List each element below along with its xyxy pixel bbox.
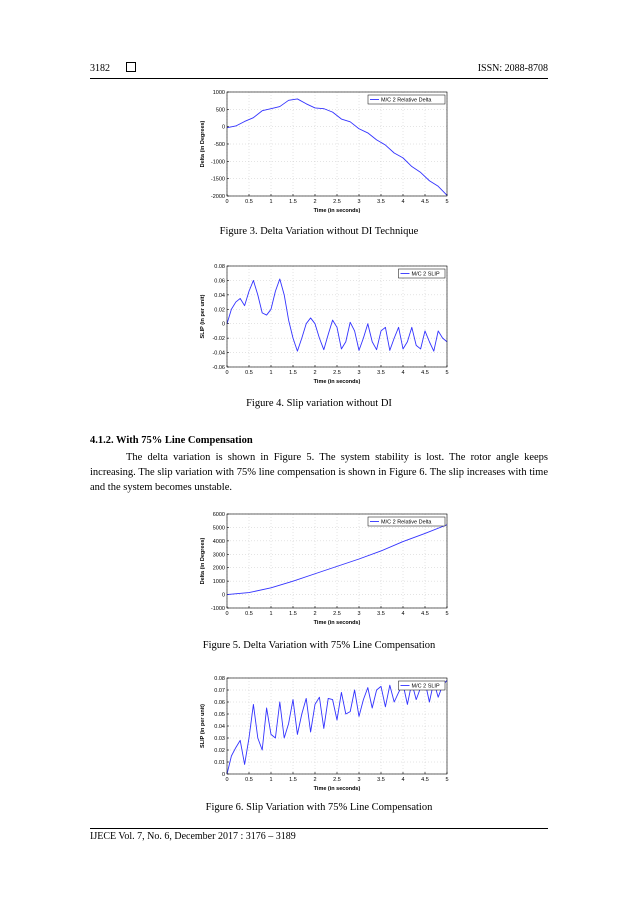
x-tick-label: 4 xyxy=(401,370,405,376)
x-tick-label: 5 xyxy=(445,611,449,617)
x-tick-label: 4.5 xyxy=(421,199,429,205)
legend-label: M/C 2 Relative Delta xyxy=(381,97,432,104)
figure-6-caption: Figure 6. Slip Variation with 75% Line Compensation xyxy=(205,802,433,813)
x-tick-label: 2 xyxy=(313,777,317,783)
x-tick-label: 3.5 xyxy=(377,199,385,205)
x-tick-label: 5 xyxy=(445,777,449,783)
y-tick-label: 6000 xyxy=(212,512,225,518)
x-tick-label: 4 xyxy=(401,611,405,617)
x-tick-label: 1.5 xyxy=(289,370,297,376)
y-tick-label: 0.06 xyxy=(214,278,225,285)
y-axis-label: SLIP (in per unit) xyxy=(200,294,206,339)
x-axis-label: Time (in seconds) xyxy=(313,208,361,214)
y-tick-label: 0.04 xyxy=(214,724,225,730)
y-tick-label: -0.06 xyxy=(212,365,225,371)
x-tick-label: 3.5 xyxy=(377,777,385,783)
x-tick-label: 3.5 xyxy=(377,611,385,617)
x-tick-label: 0 xyxy=(225,777,229,783)
footer-rule xyxy=(90,828,548,829)
x-tick-label: 2 xyxy=(313,370,317,376)
x-tick-label: 0.5 xyxy=(245,777,253,783)
paragraph-text: The delta variation is shown in Figure 5. The system stability is lost. The rotor angle keeps increasing. The slip variation with 75% line compensation is shown in Figure 6. The slip increases with time and the system becomes unstable. xyxy=(90,452,548,493)
x-tick-label: 2.5 xyxy=(333,777,341,783)
x-tick-label: 1.5 xyxy=(289,611,297,617)
x-tick-label: 0 xyxy=(225,611,229,617)
y-tick-label: 0 xyxy=(221,592,225,599)
x-axis-label: Time (in seconds) xyxy=(313,786,361,792)
section-heading: 4.1.2. With 75% Line Compensation xyxy=(90,435,253,446)
y-tick-label: -2000 xyxy=(210,194,225,200)
y-tick-label: 0.08 xyxy=(214,676,225,682)
y-tick-label: 0.05 xyxy=(214,712,225,718)
x-tick-label: 4.5 xyxy=(421,777,429,783)
y-tick-label: 4000 xyxy=(212,538,225,545)
page-number: 3182 xyxy=(90,63,110,74)
x-tick-label: 1 xyxy=(269,777,273,783)
figure-3-chart xyxy=(195,88,455,216)
x-tick-label: 4.5 xyxy=(421,370,429,376)
y-tick-label: -0.02 xyxy=(212,336,225,343)
x-tick-label: 4 xyxy=(401,199,405,205)
y-tick-label: 0 xyxy=(221,321,225,328)
figure-3-caption: Figure 3. Delta Variation without DI Technique xyxy=(219,226,419,237)
figure-5-chart xyxy=(195,510,455,628)
x-tick-label: 0 xyxy=(225,199,229,205)
x-tick-label: 0 xyxy=(225,370,229,376)
x-tick-label: 4.5 xyxy=(421,611,429,617)
issn: ISSN: 2088-8708 xyxy=(477,63,548,74)
y-tick-label: -1000 xyxy=(210,606,225,612)
y-tick-label: -1000 xyxy=(210,159,225,166)
y-axis-label: Delta (in Degrees) xyxy=(200,120,206,168)
y-tick-label: 0.03 xyxy=(214,736,225,742)
x-tick-label: 2.5 xyxy=(333,370,341,376)
x-tick-label: 3 xyxy=(357,370,361,376)
legend-label: M/C 2 SLIP xyxy=(411,271,440,278)
y-tick-label: 0.02 xyxy=(214,307,225,314)
y-tick-label: 0.04 xyxy=(214,292,225,299)
y-tick-label: 0.01 xyxy=(214,760,225,766)
x-tick-label: 1 xyxy=(269,199,273,205)
y-axis-label: Delta (in Degrees) xyxy=(200,537,206,585)
footer-text: IJECE Vol. 7, No. 6, December 2017 : 3176 – 3189 xyxy=(90,831,296,842)
y-tick-label: 0.02 xyxy=(214,748,225,754)
section-paragraph xyxy=(90,450,548,495)
x-tick-label: 0.5 xyxy=(245,370,253,376)
legend-label: M/C 2 Relative Delta xyxy=(381,519,432,526)
x-tick-label: 2.5 xyxy=(333,199,341,205)
x-tick-label: 3 xyxy=(357,611,361,617)
y-tick-label: 1000 xyxy=(212,90,225,96)
y-tick-label: 3000 xyxy=(212,552,225,559)
figure-5-caption: Figure 5. Delta Variation with 75% Line Compensation xyxy=(202,640,436,651)
y-tick-label: -1500 xyxy=(210,176,225,183)
square-bullet-icon xyxy=(126,62,136,72)
x-tick-label: 2 xyxy=(313,611,317,617)
y-tick-label: 0.07 xyxy=(214,688,225,694)
x-tick-label: 5 xyxy=(445,370,449,376)
header-rule xyxy=(90,78,548,79)
figure-4-caption: Figure 4. Slip variation without DI xyxy=(246,398,392,409)
figure-4-chart xyxy=(195,262,455,387)
x-tick-label: 2 xyxy=(313,199,317,205)
y-tick-label: 500 xyxy=(215,107,225,114)
figure-6-chart xyxy=(195,674,455,794)
x-tick-label: 1 xyxy=(269,611,273,617)
y-tick-label: 0.06 xyxy=(214,700,225,706)
x-tick-label: 1.5 xyxy=(289,777,297,783)
y-tick-label: 2000 xyxy=(212,565,225,572)
y-tick-label: -500 xyxy=(213,142,225,148)
legend-label: M/C 2 SLIP xyxy=(411,683,440,690)
plot-area xyxy=(227,514,447,608)
x-tick-label: 1 xyxy=(269,370,273,376)
y-tick-label: 0 xyxy=(221,772,225,778)
y-tick-label: 1000 xyxy=(212,579,225,586)
x-tick-label: 4 xyxy=(401,777,405,783)
y-tick-label: 5000 xyxy=(212,525,225,532)
x-tick-label: 3 xyxy=(357,777,361,783)
x-tick-label: 3 xyxy=(357,199,361,205)
y-axis-label: SLIP (in per unit) xyxy=(200,704,206,748)
x-axis-label: Time (in seconds) xyxy=(313,620,361,626)
x-tick-label: 0.5 xyxy=(245,611,253,617)
y-tick-label: -0.04 xyxy=(212,350,225,357)
x-axis-label: Time (in seconds) xyxy=(313,379,361,385)
x-tick-label: 5 xyxy=(445,199,449,205)
y-tick-label: 0.08 xyxy=(214,264,225,270)
y-tick-label: 0 xyxy=(221,124,225,131)
x-tick-label: 0.5 xyxy=(245,199,253,205)
x-tick-label: 2.5 xyxy=(333,611,341,617)
x-tick-label: 3.5 xyxy=(377,370,385,376)
x-tick-label: 1.5 xyxy=(289,199,297,205)
